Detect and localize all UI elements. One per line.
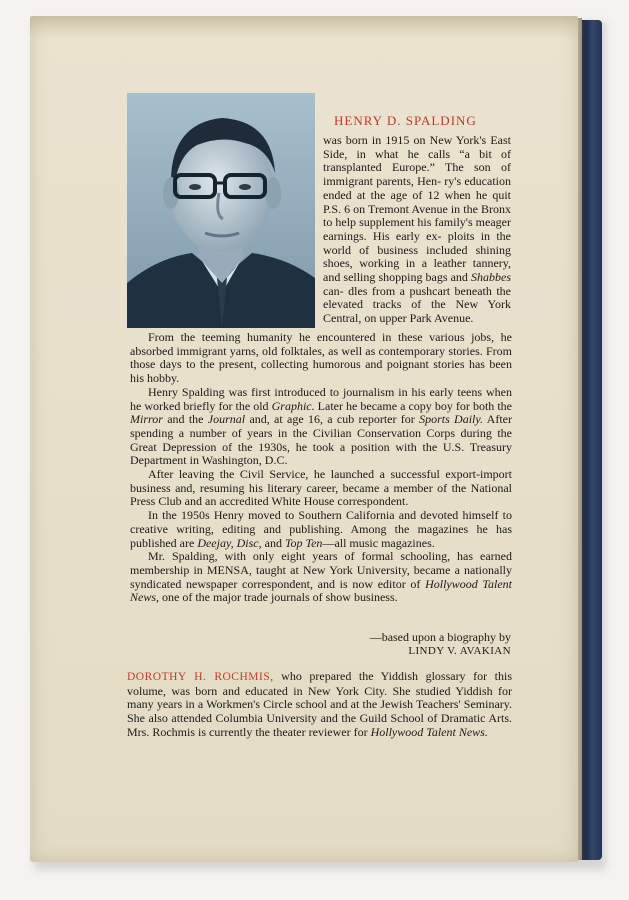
intro-tail: can- dles from a pushcart beneath the elevated tracks of the New York Central, on upper Park Avenue. [323,283,511,326]
hollywood-italic: Hollywood Talent News, [130,576,512,605]
mirror-italic: Mirror [130,412,163,427]
intro-text [323,134,511,326]
bio-paragraph-2 [130,386,512,468]
bio-paragraph-1: From the teeming humanity he encountered in these various jobs, he absorbed immigrant yarns, old folktales, as well as contemporary stories. From those days to the present, collecting humorous and poignant stories has been his hobby. [130,330,512,386]
p2-text: and, at age 16, a cub reporter for [245,412,420,427]
p2-text: After spending a number of years in the Civilian Conservation Corps during the Great Depression of the 1930s, he took a position with the U.S. Treasury Department in Washington, D.C. [130,412,512,468]
intro-line: of 12 when he quit P.S. 6 on [323,187,512,216]
intro-line: meager earnings. His early ex- [323,215,511,243]
rochmis-text: who prepared the Yiddish glossary for this volume, was born and educated in New York City. She studied Yiddish for many years in a Workmen's Circle school and at the Jewish Teachers' Seminary. She also attended Columbia University and the Guild School of Dramatic Arts. Mrs. Rochmis is currently the theater reviewer for [127,669,512,739]
biography-body [130,331,512,605]
credit-line: —based upon a biography by [369,630,511,644]
journal-italic: Journal [207,412,246,427]
p4-text: —all music magazines. [322,535,435,550]
author-portrait-icon [127,93,315,328]
intro-line: Tremont Avenue in the Bronx to [323,201,511,230]
p2-text: Later he became a copy boy for both the [314,398,512,413]
rochmis-italic: Hollywood Talent News. [370,724,488,739]
author-name-heading: HENRY D. SPALDING [334,113,477,128]
rochmis-name: DOROTHY H. ROCHMIS, [127,671,274,683]
deejay-disc-italic: Deejay, Disc, [197,535,262,550]
intro-line: included shining shoes, working [323,242,511,271]
rochmis-paragraph [127,670,512,740]
credit-name: LINDY V. AVAKIAN [408,645,511,657]
sports-daily-italic: Sports Daily. [419,412,484,427]
intro-line: son of immigrant parents, Hen- [323,160,511,189]
intro-line: in a leather tannery, and selling [323,256,511,285]
bio-paragraph-5 [130,550,512,605]
shabbes-italic: Shabbes [471,270,512,285]
intro-line: ry's education ended at the age [323,174,511,202]
bio-paragraph-3: After leaving the Civil Service, he launched a successful export-import business and, resuming his literary career, became a member of the National Press Club and an accredited White House correspondent. [130,467,512,509]
p2-text: and the [162,412,208,427]
p5-text: one of the major trade journals of show business. [159,590,398,605]
p4-text: In the 1950s Henry moved to Southern California and devoted himself to creative writing, editing and publishing. Among the magazines he has published are [130,508,512,550]
intro-line: ploits in the world of business [323,228,511,257]
intro-line: shopping bags and [378,270,472,285]
graphic-italic: Graphic. [271,398,315,413]
p5-text: Mr. Spalding, with only eight years of formal schooling, has earned membership in MENSA, taught at New York University, became a nationally syndicated newspaper correspondent, and is now editor of [130,549,512,591]
p2-text: Henry Spalding was first introduced to journalism in his early teens when he worked briefly for the old [130,384,512,413]
intro-paragraph [323,134,511,326]
bio-paragraph-4 [130,509,512,550]
p4-text: and [261,535,285,550]
top-ten-italic: Top Ten [284,535,323,550]
intro-line: East Side, in what he calls “a bit [323,133,511,161]
intro-line: was born in 1915 on New York's [323,133,491,147]
intro-line: help supplement his family's [335,215,476,230]
intro-line: of transplanted Europe.” The [323,146,511,175]
